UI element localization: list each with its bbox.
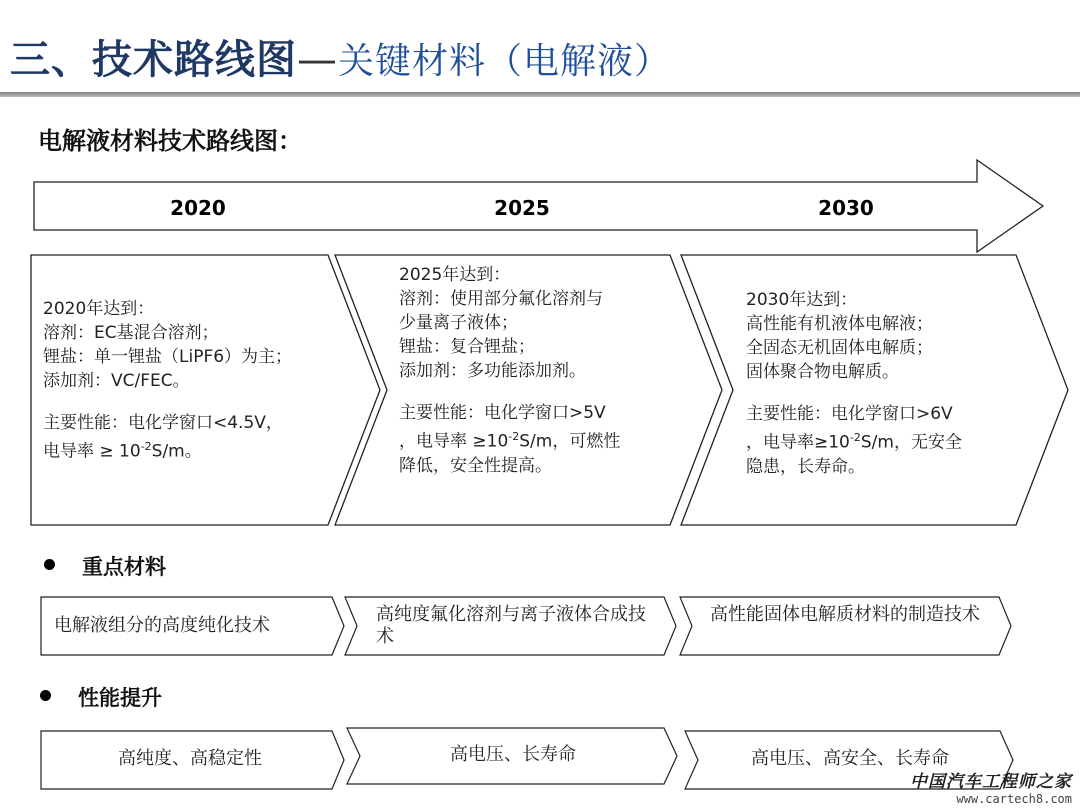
box-2020-text	[43, 297, 292, 464]
box-2030-line: 高性能有机液体电解液；	[746, 314, 933, 334]
box-2030-perf: 主要性能：电化学窗口>6V	[746, 404, 953, 424]
box-2025-perf: 主要性能：电化学窗口>5V	[399, 403, 606, 423]
box-2020-line: 添加剂：VC/FEC。	[43, 371, 190, 391]
bullet-icon	[44, 559, 55, 570]
box-2025-heading: 2025年达到：	[399, 265, 511, 285]
box-2030-text	[746, 288, 962, 479]
box-2025-text	[399, 263, 620, 478]
year-2025: 2025	[494, 196, 550, 220]
box-2025-perf: ，电导率 $\ge 10^{-2}S/m$，可燃性	[399, 430, 621, 452]
page-title-dash: —	[297, 37, 338, 83]
performance-item-1: 高纯度、高稳定性	[118, 748, 262, 769]
box-2025-perf: 降低，安全性提高。	[399, 455, 552, 476]
box-2025-line: 溶剂：使用部分氟化溶剂与	[399, 289, 603, 309]
box-2030-perf: 隐患，长寿命。	[746, 456, 865, 477]
box-2020-line: 溶剂：EC基混合溶剂；	[43, 323, 219, 343]
watermark-url: www.cartech8.com	[956, 792, 1072, 806]
box-2025-line: 添加剂：多功能添加剂。	[399, 361, 586, 381]
box-2020-line: 锂盐：单一锂盐（LiPF6）为主；	[43, 347, 293, 367]
performance-item-3: 高电压、高安全、长寿命	[751, 748, 949, 769]
box-2020-heading: 2020年达到：	[43, 299, 155, 319]
box-2030-perf: ，电导率$\ge 10^{-2}S/m$，无安全	[746, 431, 962, 453]
performance-item-2: 高电压、长寿命	[450, 744, 576, 765]
box-2025-line: 锂盐：复合锂盐；	[399, 337, 535, 357]
section-title: 电解液材料技术路线图：	[38, 127, 302, 155]
page-title-sub: 关键材料（电解液）	[338, 41, 672, 82]
page-title-main: 三、技术路线图	[10, 37, 297, 83]
watermark-name: 中国汽车工程师之家	[910, 772, 1072, 792]
year-2020: 2020	[170, 196, 226, 220]
key-materials-label: 重点材料	[82, 555, 166, 579]
material-item-3: 高性能固体电解质材料的制造技术	[710, 604, 980, 625]
material-item-1: 电解液组分的高度纯化技术	[54, 615, 270, 636]
box-2020-perf: 主要性能：电化学窗口<4.5V，	[43, 413, 283, 433]
watermark	[910, 767, 1072, 806]
box-2030-line: 全固态无机固体电解质；	[746, 338, 933, 358]
box-2030-heading: 2030年达到：	[746, 290, 858, 310]
material-item-2: 高纯度氟化溶剂与离子液体合成技术	[376, 604, 646, 647]
box-2020-perf: 电导率 ≥ $10^{-2}S/m$。	[43, 440, 202, 462]
year-2030: 2030	[818, 196, 874, 220]
performance-label: 性能提升	[78, 686, 162, 710]
box-2030-line: 固体聚合物电解质。	[746, 362, 899, 382]
box-2025-line: 少量离子液体；	[399, 313, 518, 333]
bullet-icon	[40, 690, 51, 701]
